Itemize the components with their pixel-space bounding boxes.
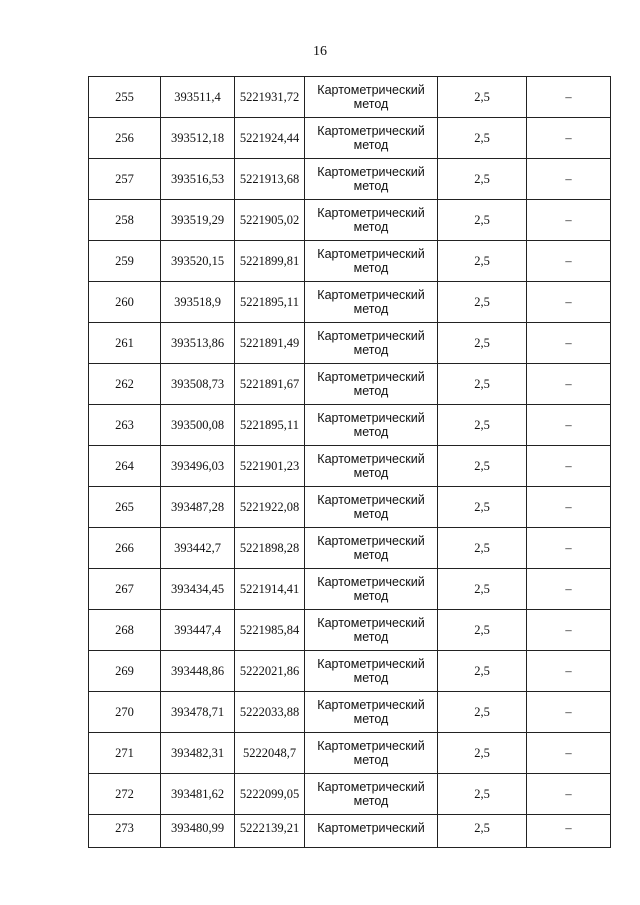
y-coordinate-cell: 5221895,11 — [235, 405, 305, 446]
y-coordinate-cell: 5221901,23 — [235, 446, 305, 487]
x-coordinate-cell: 393500,08 — [161, 405, 235, 446]
method-cell — [305, 774, 438, 815]
point-number-cell: 259 — [89, 241, 161, 282]
table-row — [89, 159, 611, 200]
x-coordinate-cell: 393478,71 — [161, 692, 235, 733]
note-cell: – — [527, 446, 611, 487]
method-cell — [305, 159, 438, 200]
point-number-cell: 267 — [89, 569, 161, 610]
point-number-cell: 260 — [89, 282, 161, 323]
note-cell: – — [527, 364, 611, 405]
method-line: Картометрический — [317, 370, 425, 384]
method-cell — [305, 323, 438, 364]
point-number-cell: 262 — [89, 364, 161, 405]
accuracy-cell: 2,5 — [438, 815, 527, 848]
method-line: метод — [353, 589, 389, 603]
point-number-cell: 263 — [89, 405, 161, 446]
method-line: Картометрический — [317, 493, 425, 507]
note-cell: – — [527, 569, 611, 610]
method-line: Картометрический — [317, 83, 425, 97]
method-line: Картометрический — [317, 206, 425, 220]
accuracy-cell: 2,5 — [438, 77, 527, 118]
point-number-cell: 256 — [89, 118, 161, 159]
accuracy-cell: 2,5 — [438, 364, 527, 405]
accuracy-cell: 2,5 — [438, 118, 527, 159]
method-cell — [305, 651, 438, 692]
method-line: метод — [353, 671, 389, 685]
method-line: метод — [353, 630, 389, 644]
accuracy-cell: 2,5 — [438, 282, 527, 323]
accuracy-cell: 2,5 — [438, 733, 527, 774]
table-row — [89, 692, 611, 733]
y-coordinate-cell: 5221905,02 — [235, 200, 305, 241]
method-cell — [305, 610, 438, 651]
y-coordinate-cell: 5222139,21 — [235, 815, 305, 848]
table-row — [89, 487, 611, 528]
point-number-cell: 265 — [89, 487, 161, 528]
note-cell: – — [527, 774, 611, 815]
accuracy-cell: 2,5 — [438, 692, 527, 733]
table-row — [89, 200, 611, 241]
table-row — [89, 77, 611, 118]
x-coordinate-cell: 393513,86 — [161, 323, 235, 364]
point-number-cell: 272 — [89, 774, 161, 815]
point-number-cell: 257 — [89, 159, 161, 200]
note-cell: – — [527, 241, 611, 282]
method-line: Картометрический — [317, 329, 425, 343]
method-cell — [305, 733, 438, 774]
method-cell — [305, 282, 438, 323]
method-line: Картометрический — [317, 616, 425, 630]
method-cell — [305, 569, 438, 610]
y-coordinate-cell: 5221913,68 — [235, 159, 305, 200]
x-coordinate-cell: 393516,53 — [161, 159, 235, 200]
table-row — [89, 569, 611, 610]
method-cell — [305, 528, 438, 569]
point-number-cell: 266 — [89, 528, 161, 569]
method-line: метод — [353, 425, 389, 439]
point-number-cell: 261 — [89, 323, 161, 364]
point-number-cell: 264 — [89, 446, 161, 487]
table-row — [89, 815, 611, 848]
table-row — [89, 774, 611, 815]
method-line: метод — [353, 712, 389, 726]
y-coordinate-cell: 5221922,08 — [235, 487, 305, 528]
note-cell: – — [527, 692, 611, 733]
table-row — [89, 323, 611, 364]
method-cell — [305, 77, 438, 118]
note-cell: – — [527, 610, 611, 651]
method-line: Картометрический — [317, 124, 425, 138]
note-cell: – — [527, 200, 611, 241]
note-cell: – — [527, 651, 611, 692]
x-coordinate-cell: 393519,29 — [161, 200, 235, 241]
y-coordinate-cell: 5221899,81 — [235, 241, 305, 282]
note-cell: – — [527, 282, 611, 323]
note-cell: – — [527, 118, 611, 159]
point-number-cell: 268 — [89, 610, 161, 651]
method-cell — [305, 487, 438, 528]
point-number-cell: 270 — [89, 692, 161, 733]
y-coordinate-cell: 5221924,44 — [235, 118, 305, 159]
y-coordinate-cell: 5221985,84 — [235, 610, 305, 651]
method-line: метод — [353, 548, 389, 562]
accuracy-cell: 2,5 — [438, 774, 527, 815]
table-row — [89, 610, 611, 651]
point-number-cell: 271 — [89, 733, 161, 774]
note-cell: – — [527, 733, 611, 774]
method-line: Картометрический — [317, 780, 425, 794]
accuracy-cell: 2,5 — [438, 446, 527, 487]
method-line: Картометрический — [317, 698, 425, 712]
method-line: метод — [353, 343, 389, 357]
method-line: метод — [353, 507, 389, 521]
method-line: метод — [353, 302, 389, 316]
table-row — [89, 446, 611, 487]
x-coordinate-cell: 393434,45 — [161, 569, 235, 610]
method-cell — [305, 200, 438, 241]
method-line: Картометрический — [317, 452, 425, 466]
table-row — [89, 528, 611, 569]
coordinates-table — [88, 76, 611, 848]
method-line: метод — [353, 466, 389, 480]
x-coordinate-cell: 393448,86 — [161, 651, 235, 692]
method-cell — [305, 446, 438, 487]
point-number-cell: 269 — [89, 651, 161, 692]
x-coordinate-cell: 393496,03 — [161, 446, 235, 487]
table-body — [89, 77, 611, 848]
method-cell — [305, 241, 438, 282]
point-number-cell: 258 — [89, 200, 161, 241]
method-cell — [305, 364, 438, 405]
table-row — [89, 733, 611, 774]
note-cell: – — [527, 487, 611, 528]
accuracy-cell: 2,5 — [438, 651, 527, 692]
accuracy-cell: 2,5 — [438, 610, 527, 651]
accuracy-cell: 2,5 — [438, 159, 527, 200]
accuracy-cell: 2,5 — [438, 487, 527, 528]
method-line: Картометрический — [317, 534, 425, 548]
note-cell: – — [527, 323, 611, 364]
note-cell: – — [527, 159, 611, 200]
table-row — [89, 364, 611, 405]
x-coordinate-cell: 393480,99 — [161, 815, 235, 848]
y-coordinate-cell: 5222099,05 — [235, 774, 305, 815]
method-line: Картометрический — [317, 288, 425, 302]
method-line: метод — [353, 179, 389, 193]
table-row — [89, 651, 611, 692]
accuracy-cell: 2,5 — [438, 569, 527, 610]
x-coordinate-cell: 393447,4 — [161, 610, 235, 651]
note-cell: – — [527, 77, 611, 118]
x-coordinate-cell: 393442,7 — [161, 528, 235, 569]
y-coordinate-cell: 5221891,49 — [235, 323, 305, 364]
y-coordinate-cell: 5222021,86 — [235, 651, 305, 692]
method-line: Картометрический — [317, 247, 425, 261]
accuracy-cell: 2,5 — [438, 323, 527, 364]
note-cell: – — [527, 815, 611, 848]
y-coordinate-cell: 5221895,11 — [235, 282, 305, 323]
x-coordinate-cell: 393518,9 — [161, 282, 235, 323]
method-line: метод — [353, 220, 389, 234]
method-cell — [305, 118, 438, 159]
table-row — [89, 241, 611, 282]
y-coordinate-cell: 5222033,88 — [235, 692, 305, 733]
y-coordinate-cell: 5221914,41 — [235, 569, 305, 610]
method-cell — [305, 815, 438, 848]
x-coordinate-cell: 393511,4 — [161, 77, 235, 118]
method-line: Картометрический — [317, 411, 425, 425]
method-line: метод — [353, 794, 389, 808]
note-cell: – — [527, 405, 611, 446]
method-cell — [305, 692, 438, 733]
page-number: 16 — [313, 44, 327, 59]
method-line: Картометрический — [317, 575, 425, 589]
point-number-cell: 255 — [89, 77, 161, 118]
method-line: Картометрический — [317, 739, 425, 753]
method-line: метод — [353, 138, 389, 152]
table-row — [89, 118, 611, 159]
accuracy-cell: 2,5 — [438, 241, 527, 282]
x-coordinate-cell: 393520,15 — [161, 241, 235, 282]
table-row — [89, 405, 611, 446]
x-coordinate-cell: 393482,31 — [161, 733, 235, 774]
y-coordinate-cell: 5222048,7 — [235, 733, 305, 774]
y-coordinate-cell: 5221891,67 — [235, 364, 305, 405]
y-coordinate-cell: 5221898,28 — [235, 528, 305, 569]
method-line: метод — [353, 753, 389, 767]
x-coordinate-cell: 393481,62 — [161, 774, 235, 815]
method-line: метод — [353, 97, 389, 111]
x-coordinate-cell: 393512,18 — [161, 118, 235, 159]
x-coordinate-cell: 393508,73 — [161, 364, 235, 405]
x-coordinate-cell: 393487,28 — [161, 487, 235, 528]
method-line: Картометрический — [317, 657, 425, 671]
point-number-cell: 273 — [89, 815, 161, 848]
method-cell — [305, 405, 438, 446]
accuracy-cell: 2,5 — [438, 200, 527, 241]
y-coordinate-cell: 5221931,72 — [235, 77, 305, 118]
note-cell: – — [527, 528, 611, 569]
accuracy-cell: 2,5 — [438, 528, 527, 569]
method-line: метод — [353, 384, 389, 398]
method-line: Картометрический — [317, 165, 425, 179]
table-row — [89, 282, 611, 323]
method-line: Картометрический — [317, 821, 425, 835]
accuracy-cell: 2,5 — [438, 405, 527, 446]
method-line: метод — [353, 261, 389, 275]
